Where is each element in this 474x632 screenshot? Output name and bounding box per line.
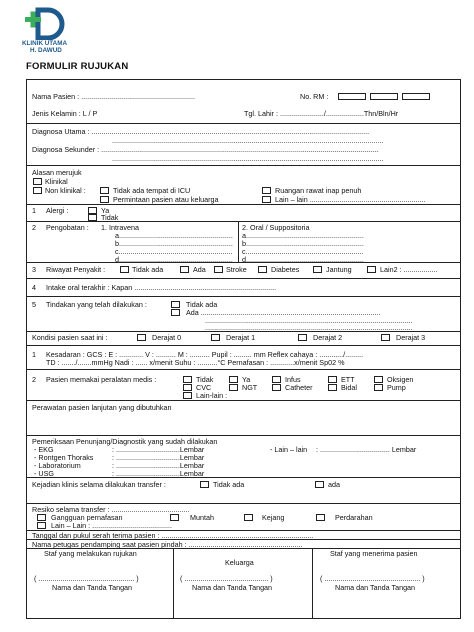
gangguan-label: Gangguan pernafasan [51,513,123,522]
rontgen-label: - Rontgen Thoraks [34,453,94,462]
clinic-logo [22,6,82,40]
sign-right-line[interactable]: ( ................................................ ) [320,574,425,583]
riwayat-ada-checkbox[interactable] [180,266,189,273]
sign-mid-line[interactable]: ( .......................................... ) [180,574,273,583]
resiko-title[interactable]: Resiko selama transfer : ....................................... [32,505,190,514]
alat-opt: Bidal [341,383,357,392]
section-num-1: 1 [32,206,36,215]
section-num-3: 3 [32,265,36,274]
kejadian-label: Kejadian klinis selama dilakukan transfer : [32,480,166,489]
kejadian-ada-checkbox[interactable] [315,481,324,488]
tidak-ada-tempat-checkbox[interactable] [100,187,109,194]
divider [26,435,461,436]
intravena-label: 1. Intravena [101,223,139,232]
riwayat-opt: Stroke [226,265,247,274]
tindakan-tidak-ada-label: Tidak ada [186,300,218,309]
sign-mid-caption: Nama dan Tanda Tangan [192,583,273,592]
kondisi-label: Kondisi pasien saat ini : [32,333,108,342]
sign-right-title: Staf yang menerima pasien [330,549,418,558]
penunjang-lain-field[interactable]: : ................................... Lembar [316,445,417,454]
diagnosa-utama-field[interactable]: Diagnosa Utama : ........................................................................................................................................... [32,127,370,136]
perdarahan-checkbox[interactable] [316,514,325,521]
intravena-b[interactable]: b......................................................... [115,239,233,248]
alat-opt: NGT [242,383,258,392]
alergi-ya-label: Ya [101,206,110,215]
kejadian-tidak-ada-checkbox[interactable] [200,481,209,488]
tgl-lahir-field[interactable]: Tgl. Lahir : ....................../...................Thn/Bln/Hr [244,109,399,118]
no-rm-box-3[interactable] [402,93,430,100]
alat-ett-checkbox[interactable] [328,376,337,383]
tanggal-field[interactable]: Tanggal dan pukul serah terima pasien : ............................................................................ [32,531,314,540]
intravena-d[interactable]: d......................................................... [115,255,233,264]
resiko-lain-checkbox[interactable] [37,522,46,529]
alat-catheter-checkbox[interactable] [272,384,281,391]
divider [26,204,461,205]
alat-opt: Infus [285,375,301,384]
alat-ngt-checkbox[interactable] [229,384,238,391]
alergi-ya-checkbox[interactable] [88,207,97,214]
alat-ya-checkbox[interactable] [229,376,238,383]
tindakan-line[interactable]: ........................................................................................................ [205,316,413,325]
derajat-0-checkbox[interactable] [137,334,146,341]
rontgen-field[interactable]: : ................................Lembar [112,453,205,462]
lain-checkbox[interactable] [262,196,271,203]
jenis-kelamin-field[interactable]: Jenis Kelamin : L / P [32,109,98,118]
alat-pump-checkbox[interactable] [374,384,383,391]
alasan-title: Alasan merujuk [32,168,82,177]
riwayat-diabetes-checkbox[interactable] [258,266,267,273]
intake-field[interactable]: Intake oral terakhir : Kapan ....................................................................... [46,283,277,292]
intravena-c[interactable]: c......................................................... [115,247,233,256]
permintaan-checkbox[interactable] [100,196,109,203]
lab-label: - Laboratorium [34,461,81,470]
alat-lain-checkbox[interactable] [183,392,192,399]
klinikal-label: Klinikal [45,177,68,186]
tindakan-label: Tindakan yang telah dilakukan : [46,300,147,309]
usg-field[interactable]: : ................................Lembar [112,469,205,478]
lain-label[interactable]: Lain – lain .......................................................... [275,195,426,204]
divider [26,400,461,401]
non-klinikal-checkbox[interactable] [33,187,42,194]
derajat-2-label: Derajat 2 [313,333,343,342]
alat-infus-checkbox[interactable] [272,376,281,383]
tindakan-line[interactable]: ........................................................................................................ [205,323,413,332]
kondisi-num-2: 2 [32,375,36,384]
petugas-field[interactable]: Nama petugas pendamping saat pasien pindah : ......................................................... [32,540,303,549]
vital-signs-field[interactable]: TD : ......./.......mmHg Nadi : ...... x/menit Suhu : ..........°C Pernafasan : ............x/menit Sp02 % [46,358,345,367]
riwayat-label: Riwayat Penyakit : [46,265,106,274]
clinic-name: KLINIK UTAMA [22,40,68,47]
nama-pasien-field[interactable]: Nama Pasien : ......................................................... [32,92,195,101]
kejadian-tidak-ada-label: Tidak ada [213,480,245,489]
divider-vertical [173,548,174,619]
muntah-label: Muntah [190,513,214,522]
alergi-tidak-label: Tidak [101,213,119,222]
tindakan-tidak-ada-checkbox[interactable] [171,301,180,308]
alat-cvc-checkbox[interactable] [183,384,192,391]
usg-label: - USG [34,469,54,478]
clinic-logo-icon [22,6,82,40]
tindakan-ada-checkbox[interactable] [171,309,180,316]
kesadaran-field[interactable]: Kesadaran : GCS : E : ............ V : .......... M : .......... Pupil : ......... mm Reflex cahaya : ............/......... [46,350,364,359]
no-rm-box-2[interactable] [370,93,398,100]
sign-left-caption: Nama dan Tanda Tangan [52,583,133,592]
kejadian-ada-label: ada [328,480,340,489]
alat-bidal-checkbox[interactable] [328,384,337,391]
sign-right-caption: Nama dan Tanda Tangan [335,583,416,592]
penunjang-lain-label: - Lain – lain [270,445,308,454]
derajat-1-checkbox[interactable] [211,334,220,341]
alat-opt: Ya [242,375,251,384]
divider [26,345,461,346]
intravena-a[interactable]: a......................................................... [115,231,233,240]
alat-opt: Catheter [285,383,313,392]
sign-left-title: Staf yang melakukan rujukan [44,549,137,558]
kejang-checkbox[interactable] [244,514,253,521]
sign-mid-title: Keluarga [225,558,254,567]
ruangan-label: Ruangan rawat inap penuh [275,186,362,195]
oral-a[interactable]: a........................................................... [242,231,364,240]
page-title: FORMULIR RUJUKAN [26,61,129,72]
resiko-lain-field[interactable]: Lain – Lain : ........................................ [51,521,173,530]
alat-opt: Pump [387,383,406,392]
permintaan-label: Permintaan pasien atau keluarga [113,195,219,204]
derajat-2-checkbox[interactable] [298,334,307,341]
divider [26,123,461,124]
alat-opt: ETT [341,375,355,384]
oral-b[interactable]: b........................................................... [242,239,364,248]
lab-field[interactable]: : ................................Lembar [112,461,205,470]
tidak-ada-tempat-label: Tidak ada tempat di ICU [113,186,191,195]
riwayat-stroke-checkbox[interactable] [214,266,223,273]
divider [26,369,461,370]
alat-opt[interactable]: Lain-lain : [196,391,228,400]
alat-tidak-checkbox[interactable] [183,376,192,383]
divider [26,503,461,504]
diagnosa-sekunder-field[interactable]: Diagnosa Sekunder : ........................................................................................................................................... [32,145,379,154]
riwayat-lain-checkbox[interactable] [367,266,376,273]
riwayat-tidak-ada-checkbox[interactable] [120,266,129,273]
oral-c[interactable]: c........................................................... [242,247,364,256]
divider [26,262,461,263]
ekg-field[interactable]: : ................................Lembar [112,445,205,454]
klinikal-checkbox[interactable] [33,178,42,185]
diagnosa-sekunder-line2[interactable]: ........................................................................................................................................ [112,154,384,163]
muntah-checkbox[interactable] [170,514,179,521]
section-num-5: 5 [32,300,36,309]
penunjang-title: Pemeriksaan Penunjang/Diagnostik yang sudah dilakukan [32,437,218,446]
ekg-label: - EKG [34,445,54,454]
perdarahan-label: Perdarahan [335,513,373,522]
tindakan-ada-field[interactable]: Ada .......................................................................................... [186,308,381,317]
alergi-tidak-checkbox[interactable] [88,214,97,221]
oral-label: 2. Oral / Suppositoria [242,223,310,232]
divider [26,477,461,478]
derajat-0-label: Derajat 0 [152,333,182,342]
perawatan-label: Perawatan pasien lanjutan yang dibutuhkan [32,403,172,412]
non-klinikal-label: Non klinikal : [45,186,86,195]
divider [26,331,461,332]
riwayat-opt: Jantung [326,265,352,274]
gangguan-checkbox[interactable] [37,514,46,521]
alergi-label: Alergi : [46,206,69,215]
diagnosa-utama-line2[interactable]: ........................................................................................................................................ [112,136,384,145]
riwayat-opt: Diabetes [271,265,300,274]
alat-opt: CVC [196,383,212,392]
alat-opt: Tidak [196,375,214,384]
kejang-label: Kejang [262,513,285,522]
riwayat-jantung-checkbox[interactable] [313,266,322,273]
pengobatan-label: Pengobatan : [46,223,89,232]
alat-opt: Oksigen [387,375,414,384]
divider-vertical [238,221,239,262]
clinic-name-2: H. DAWUD [30,47,62,54]
section-num-4: 4 [32,283,36,292]
riwayat-opt[interactable]: Lain2 : ................. [380,265,438,274]
no-rm-label: No. RM : [300,92,329,101]
divider [26,221,461,222]
divider [26,165,461,166]
alat-oksigen-checkbox[interactable] [374,376,383,383]
divider [26,296,461,297]
divider-vertical [312,548,313,619]
no-rm-box-1[interactable] [338,93,366,100]
derajat-1-label: Derajat 1 [226,333,256,342]
riwayat-opt: Tidak ada [132,265,164,274]
derajat-3-checkbox[interactable] [381,334,390,341]
kondisi-num-1: 1 [32,350,36,359]
oral-d[interactable]: d........................................................... [242,255,364,264]
peralatan-label: Pasien memakai peralatan medis : [46,375,157,384]
section-num-2: 2 [32,223,36,232]
sign-left-line[interactable]: ( ................................................ ) [34,574,139,583]
riwayat-opt: Ada [193,265,206,274]
derajat-3-label: Derajat 3 [396,333,426,342]
ruangan-checkbox[interactable] [262,187,271,194]
divider [26,278,461,279]
